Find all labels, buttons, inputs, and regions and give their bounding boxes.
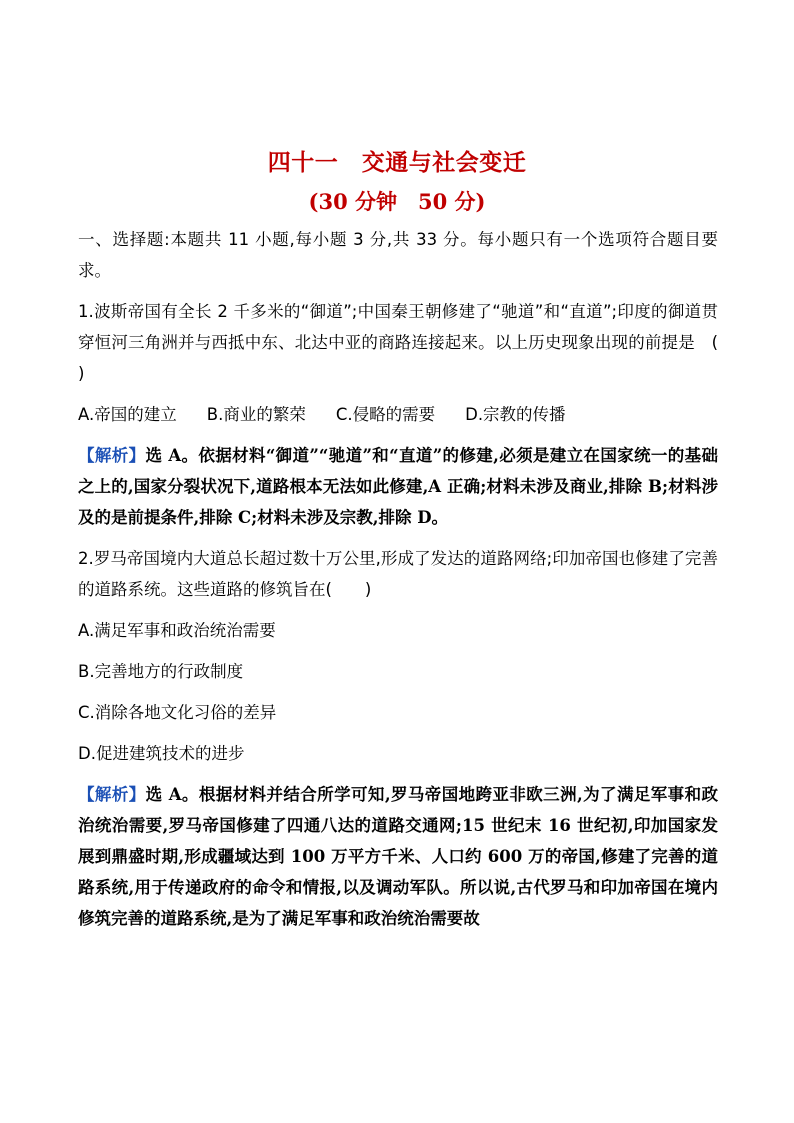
question-2-analysis	[78, 779, 718, 934]
question-1-option-d: D.宗教的传播	[465, 405, 566, 424]
page-title: 四十一 交通与社会变迁	[267, 149, 527, 176]
question-1-option-c: C.侵略的需要	[335, 405, 436, 424]
analysis-tag: 【解析】	[78, 446, 146, 465]
question-1-option-b: B.商业的繁荣	[206, 405, 306, 424]
question-1-options	[78, 399, 718, 430]
question-2-option-c: C.消除各地文化习俗的差异	[78, 703, 277, 722]
question-1-stem: 1.波斯帝国有全长 2 千多米的“御道”;中国秦王朝修建了“驰道”和“直道”;印度的御道贯穿恒河三角洲并与西抵中东、北达中亚的商路连接起来。以上历史现象出现的前提是 ( )	[78, 302, 751, 383]
content	[78, 224, 751, 944]
question-2-option-b: B.完善地方的行政制度	[78, 662, 244, 681]
question-1-analysis-text: 选 A。依据材料“御道”“驰道”和“直道”的修建,必须是建立在国家统一的基础之上的,国家分裂状况下,道路根本无法如此修建,A 正确;材料未涉及商业,排除 B;材料涉及的是前提条件,排除 C;材料未涉及宗教,排除 D。	[78, 446, 718, 527]
question-2-option-d: D.促进建筑技术的进步	[78, 744, 245, 763]
question-2-option-a: A.满足军事和政治统治需要	[78, 621, 276, 640]
question-1-option-a: A.帝国的建立	[78, 405, 177, 424]
question-2-stem: 2.罗马帝国境内大道总长超过数十万公里,形成了发达的道路网络;印加帝国也修建了完善的道路系统。这些道路的修筑旨在( )	[78, 549, 718, 599]
section-intro: 一、选择题:本题共 11 小题,每小题 3 分,共 33 分。每小题只有一个选项符合题目要求。	[78, 230, 718, 280]
question-2-analysis-text: 选 A。根据材料并结合所学可知,罗马帝国地跨亚非欧三洲,为了满足军事和政治统治需要,罗马帝国修建了四通八达的道路交通网;15 世纪末 16 世纪初,印加国家发展到鼎盛时期,形成疆域达到 100 万平方千米、人口约 600 万的帝国,修建了完善的道路系统,用于传递政府的命令和情报,以及调动军队。所以说,古代罗马和印加帝国在境内修筑完善的道路系统,是为了满足军事和政治统治需要故	[78, 785, 718, 928]
analysis-tag: 【解析】	[78, 785, 146, 804]
page-subtitle: (30 分钟 50 分)	[308, 189, 486, 214]
question-1-analysis	[78, 440, 718, 533]
